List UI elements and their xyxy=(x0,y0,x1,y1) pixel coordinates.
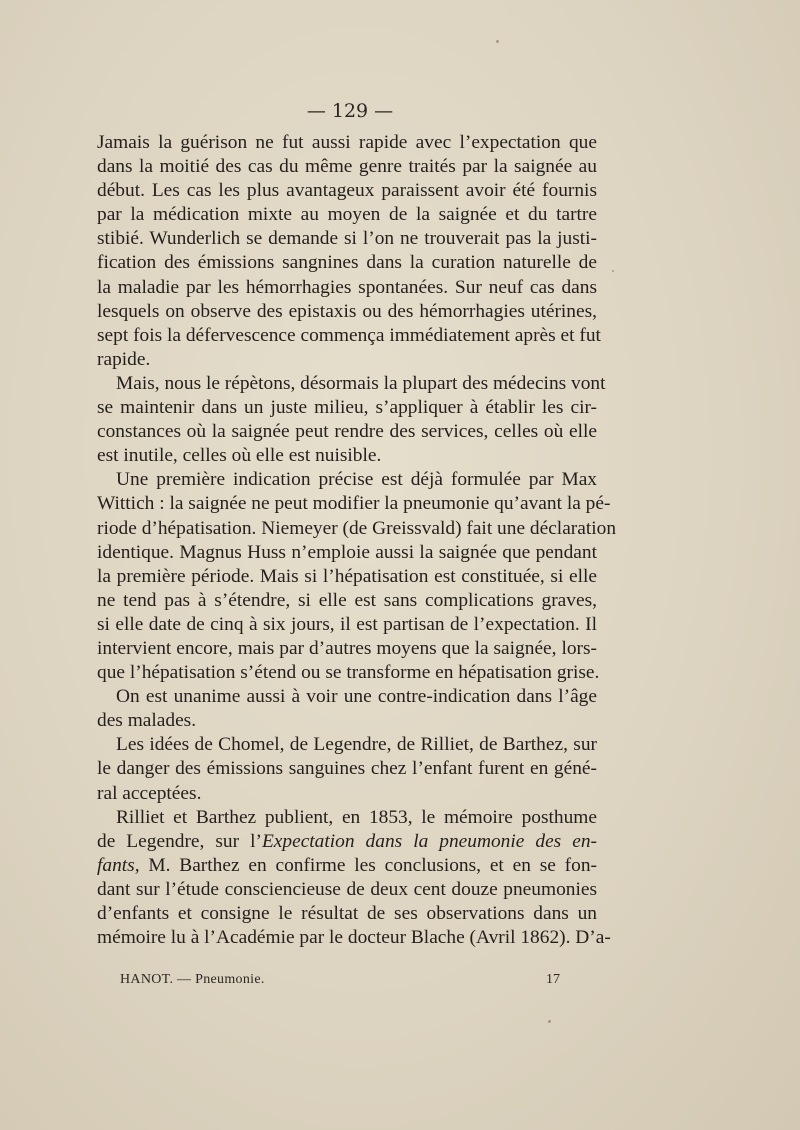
text-line: début. Les cas les plus avantageux paraissent avoir été fournis xyxy=(97,180,597,202)
text-line: fication des émissions sangnines dans la curation naturelle de xyxy=(97,252,597,274)
text-line: Rilliet et Barthez publient, en 1853, le mémoire posthume xyxy=(116,806,597,828)
text-line: mémoire lu à l’Académie par le docteur Blache (Avril 1862). D’a- xyxy=(97,927,611,949)
text-line: Les idées de Chomel, de Legendre, de Rilliet, de Barthez, sur xyxy=(116,734,597,756)
text-line: dans la moitié des cas du même genre traités par la saignée au xyxy=(97,156,597,178)
text-line-italic-1 xyxy=(97,830,597,854)
text-line: si elle date de cinq à six jours, il est partisan de l’expectation. Il xyxy=(97,613,597,635)
text-line: Une première indication précise est déjà formulée par Max xyxy=(116,469,597,491)
text-line: Mais, nous le répètons, désormais la plupart des médecins vont xyxy=(116,372,606,394)
text-line: Jamais la guérison ne fut aussi rapide avec l’expectation que xyxy=(97,132,597,153)
text-line: ral acceptées. xyxy=(97,782,202,804)
text-line: des malades. xyxy=(97,710,197,732)
text-line: dant sur l’étude consciencieuse de deux cent douze pneumonies xyxy=(97,878,597,900)
text-line: constances où la saignée peut rendre des services, celles où elle xyxy=(97,421,597,443)
text-line: est inutile, celles où elle est nuisible. xyxy=(97,445,382,467)
text-line: rapide. xyxy=(97,348,151,370)
text-line-italic-2 xyxy=(97,854,597,878)
text-line: sept fois la défervescence commença immédiatement après et fut xyxy=(97,324,601,346)
text-line: se maintenir dans un juste milieu, s’appliquer à établir les cir- xyxy=(97,397,597,419)
text-line: par la médication mixte au moyen de la saignée et du tartre xyxy=(97,204,597,226)
text-line: ne tend pas à s’étendre, si elle est sans complications graves, xyxy=(97,589,597,611)
text-line: intervient encore, mais par d’autres moyens que la saignée, lors- xyxy=(97,637,597,659)
text-line: le danger des émissions sanguines chez l’enfant furent en géné- xyxy=(97,758,597,780)
text-line: la première période. Mais si l’hépatisation est constituée, si elle xyxy=(97,565,597,587)
text-line: riode d’hépatisation. Niemeyer (de Greissvald) fait une déclaration xyxy=(97,517,617,539)
italic-title-fragment: fants xyxy=(97,854,135,876)
text-line: la maladie par les hémorrhagies spontanées. Sur neuf cas dans xyxy=(97,276,597,298)
text-fragment: , M. Barthez en confirme les conclusions, et en se fon- xyxy=(134,854,597,876)
text-line: identique. Magnus Huss n’emploie aussi la saignée que pendant xyxy=(97,541,597,563)
text-line: lesquels on observe des epistaxis ou des hémorrhagies utérines, xyxy=(97,300,597,322)
footer-sheet-number: 17 xyxy=(546,972,560,987)
paper-speck xyxy=(612,270,614,272)
page-number: — 129 — xyxy=(306,100,394,122)
text-fragment: de Legendre, sur l’ xyxy=(97,830,262,852)
text-line: d’enfants et consigne le résultat de ses observations dans un xyxy=(97,903,597,924)
paper-speck xyxy=(548,1020,551,1023)
text-lines-closing xyxy=(97,878,611,950)
italic-title-fragment: Expectation dans la pneumonie des en- xyxy=(261,830,597,852)
footer-signature: HANOT. — Pneumonie. xyxy=(120,972,265,987)
body-text xyxy=(97,131,617,950)
text-line: stibié. Wunderlich se demande si l’on ne trouverait pas la justi- xyxy=(97,228,597,250)
text-lines-main xyxy=(97,131,617,830)
text-line: On est unanime aussi à voir une contre-indication dans l’âge xyxy=(116,686,597,708)
text-line: que l’hépatisation s’étend ou se transforme en hépatisation grise. xyxy=(97,662,600,684)
paper-speck xyxy=(496,40,499,43)
text-line: Wittich : la saignée ne peut modifier la pneumonie qu’avant la pé- xyxy=(97,493,611,515)
